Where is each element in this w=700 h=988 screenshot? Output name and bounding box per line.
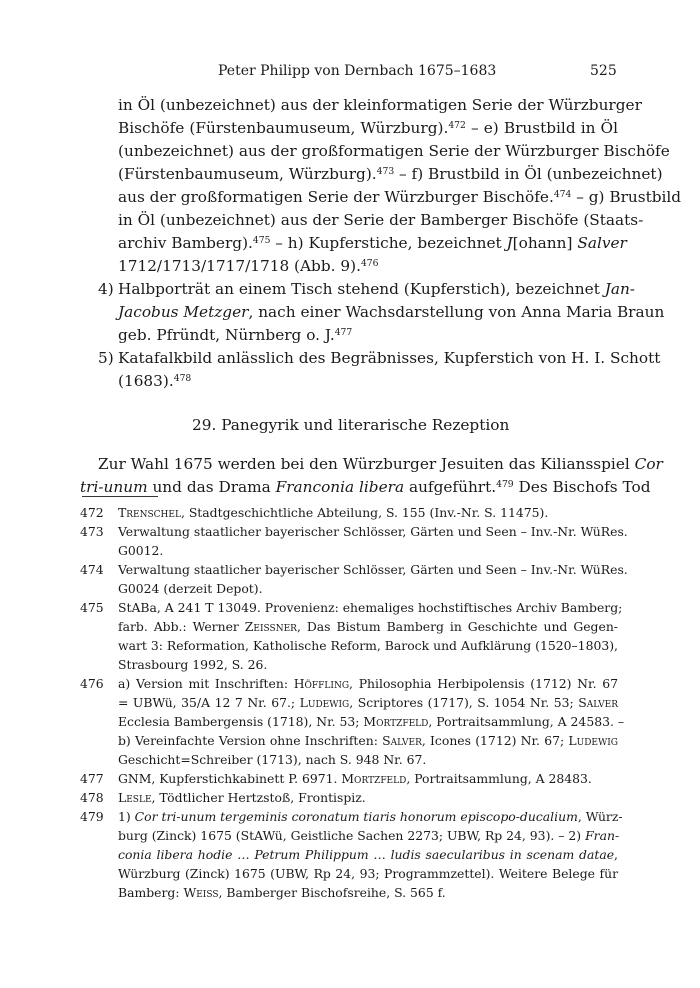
footnote-line: G0024 (derzeit Depot).: [118, 581, 263, 596]
body-line: aus der großformatigen Serie der Würzburger Bischöfe.$^{474}$ – g) Brustbild: [118, 188, 682, 206]
footnote-line: conia libera hodie … Petrum Philippum … ludis saecularibus in scenam datae,: [118, 847, 618, 862]
footnote-number: 477: [80, 771, 104, 786]
footnote-line: a) Version mit Inschriften: Höffling, Philosophia Herbipolensis (1712) Nr. 67: [118, 676, 618, 691]
footnote-line: Ecclesia Bambergensis (1718), Nr. 53; Mortzfeld, Portraitsammlung, A 24583. –: [118, 714, 625, 729]
footnote-line: GNM, Kupferstichkabinett P. 6971. Mortzfeld, Portraitsammlung, A 28483.: [118, 771, 592, 786]
footnote-line: Strasbourg 1992, S. 26.: [118, 657, 268, 672]
footnote-number: 474: [80, 562, 104, 577]
paragraph-line: tri-unum und das Drama Franconia libera aufgeführt.$^{479}$ Des Bischofs Tod: [80, 478, 651, 496]
footnote-line: Trenschel, Stadtgeschichtliche Abteilung, S. 155 (Inv.-Nr. S. 11475).: [118, 505, 549, 520]
body-line: 1712/1713/1717/1718 (Abb. 9).$^{476}$: [118, 257, 379, 275]
running-title: Peter Philipp von Dernbach 1675–1683: [218, 63, 497, 79]
body-line: geb. Pfründt, Nürnberg o. J.$^{477}$: [118, 326, 353, 344]
footnote-line: = UBWü, 35/A 12 7 Nr. 67.; Ludewig, Scriptores (1717), S. 1054 Nr. 53; Salver: [118, 695, 618, 710]
body-line: Katafalkbild anlässlich des Begräbnisses, Kupferstich von H. I. Schott: [118, 349, 661, 367]
body-line: Bischöfe (Fürstenbaumuseum, Würzburg).$^{472}$ – e) Brustbild in Öl: [118, 119, 618, 137]
footnote-line: b) Vereinfachte Version ohne Inschriften: Salver, Icones (1712) Nr. 67; Ludewig: [118, 733, 618, 748]
footnote-line: farb. Abb.: Werner Zeissner, Das Bistum Bamberg in Geschichte und Gegen-: [118, 619, 618, 634]
body-line: Jacobus Metzger, nach einer Wachsdarstellung von Anna Maria Braun: [118, 303, 665, 321]
footnote-line: Verwaltung staatlicher bayerischer Schlösser, Gärten und Seen – Inv.-Nr. WüRes.: [118, 524, 628, 539]
body-line: in Öl (unbezeichnet) aus der Serie der Bamberger Bischöfe (Staats-: [118, 211, 644, 229]
footnote-number: 475: [80, 600, 104, 615]
footnote-number: 473: [80, 524, 104, 539]
paragraph-line: Zur Wahl 1675 werden bei den Würzburger Jesuiten das Kiliansspiel Cor: [98, 455, 663, 473]
list-number: 4): [98, 280, 114, 298]
body-line: Halbporträt an einem Tisch stehend (Kupferstich), bezeichnet Jan-: [118, 280, 635, 298]
footnote-number: 476: [80, 676, 104, 691]
footnote-line: G0012.: [118, 543, 164, 558]
footnote-line: StABa, A 241 T 13049. Provenienz: ehemaliges hochstiftisches Archiv Bamberg;: [118, 600, 623, 615]
footnote-line: Verwaltung staatlicher bayerischer Schlösser, Gärten und Seen – Inv.-Nr. WüRes.: [118, 562, 628, 577]
footnote-line: wart 3: Reformation, Katholische Reform, Barock und Aufklärung (1520–1803),: [118, 638, 618, 653]
footnote-number: 478: [80, 790, 104, 805]
section-title: 29. Panegyrik und literarische Rezeption: [192, 416, 510, 434]
footnote-separator: [82, 496, 158, 497]
footnote-line: burg (Zinck) 1675 (StAWü, Geistliche Sachen 2273; UBW, Rp 24, 93). – 2) Fran-: [118, 828, 620, 843]
footnote-line: 1) Cor tri-unum tergeminis coronatum tiaris honorum episcopo-ducalium, Würz-: [118, 809, 623, 824]
body-line: (unbezeichnet) aus der großformatigen Serie der Würzburger Bischöfe: [118, 142, 670, 160]
page-number: 525: [590, 63, 617, 79]
footnote-line: Geschicht=Schreiber (1713), nach S. 948 Nr. 67.: [118, 752, 427, 767]
footnote-number: 472: [80, 505, 104, 520]
footnote-line: Bamberg: Weiss, Bamberger Bischofsreihe, S. 565 f.: [118, 885, 446, 900]
footnote-line: Lesle, Tödtlicher Hertzstoß, Frontispiz.: [118, 790, 366, 805]
body-line: archiv Bamberg).$^{475}$ – h) Kupferstiche, bezeichnet J[ohann] Salver: [118, 234, 627, 252]
body-line: (Fürstenbaumuseum, Würzburg).$^{473}$ – f) Brustbild in Öl (unbezeichnet): [118, 165, 663, 183]
body-line: in Öl (unbezeichnet) aus der kleinformatigen Serie der Würzburger: [118, 96, 642, 114]
footnote-line: Würzburg (Zinck) 1675 (UBW, Rp 24, 93; Programmzettel). Weitere Belege für: [118, 866, 618, 881]
body-line: (1683).$^{478}$: [118, 372, 192, 390]
footnote-number: 479: [80, 809, 104, 824]
list-number: 5): [98, 349, 114, 367]
